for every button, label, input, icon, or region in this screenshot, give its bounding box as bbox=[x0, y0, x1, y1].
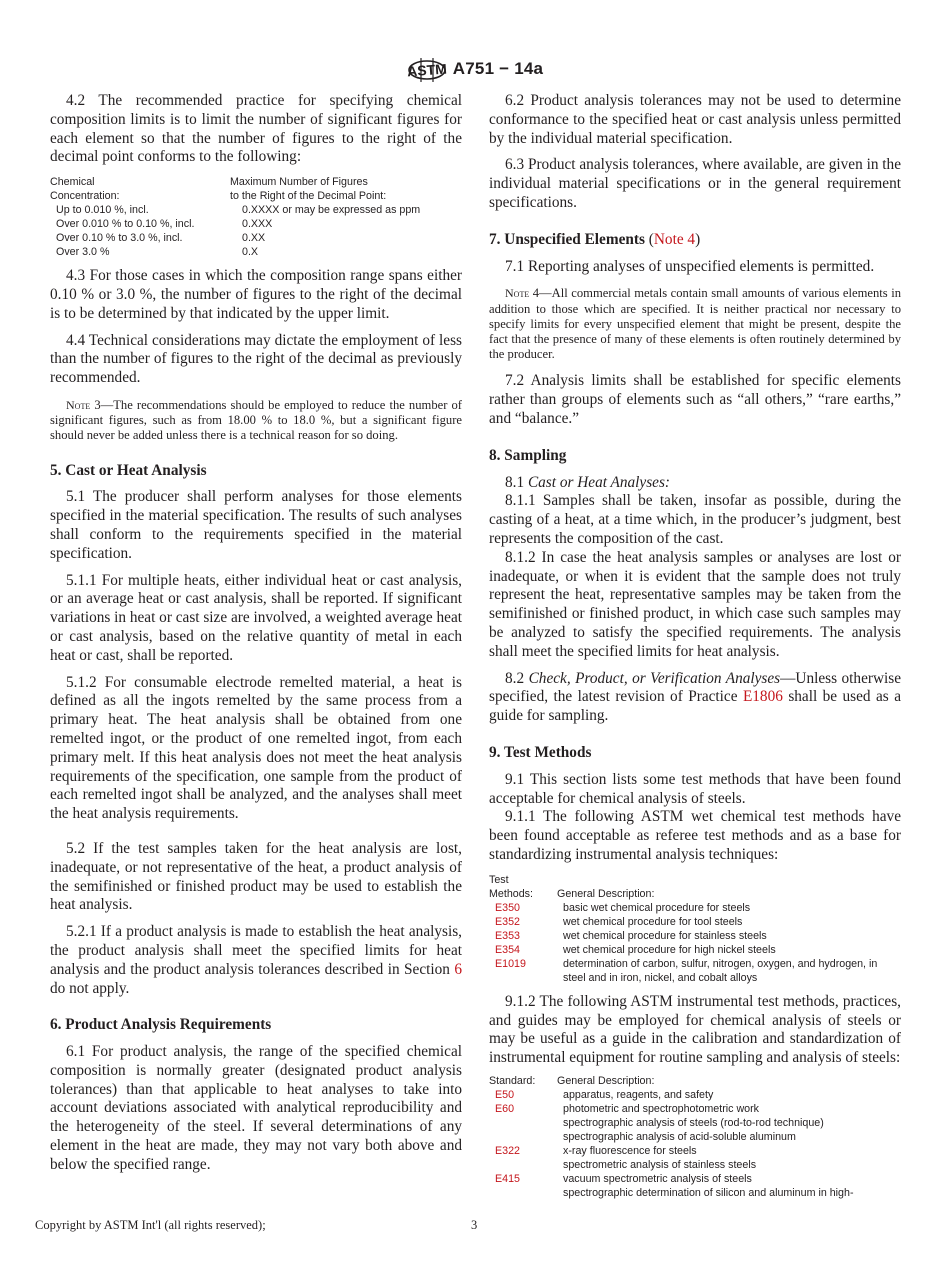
method-description: wet chemical procedure for tool steels bbox=[563, 915, 743, 928]
left-column bbox=[50, 92, 462, 1183]
standard-code bbox=[489, 1186, 557, 1200]
section-7-heading: 7. Unspecified Elements (Note 4) bbox=[489, 230, 701, 248]
header-methods: Methods: bbox=[489, 887, 533, 900]
method-link-e350[interactable]: E350 bbox=[495, 901, 520, 914]
concentration-cell: Over 3.0 % bbox=[56, 246, 110, 259]
section-6-heading: 6. Product Analysis Requirements bbox=[50, 1016, 272, 1034]
table-row bbox=[489, 971, 901, 985]
table-row bbox=[50, 231, 462, 245]
right-column bbox=[489, 92, 901, 1208]
note-text: 3—The recommendations should be employed to reduce the number of significant figures, such as from 18.00 % to 18.0 %, but a significant figure should never be added unless there is a technical reason for so doing. bbox=[50, 397, 462, 443]
table-row bbox=[489, 1186, 901, 1200]
standard-code bbox=[489, 1130, 557, 1144]
page-header bbox=[0, 52, 950, 86]
table-row bbox=[489, 943, 901, 957]
method-description: wet chemical procedure for high nickel steels bbox=[563, 943, 776, 956]
table-header bbox=[50, 189, 462, 203]
table-row bbox=[489, 1172, 901, 1186]
standard-description: vacuum spectrometric analysis of steels bbox=[563, 1172, 752, 1185]
paragraph-6-1: 6.1 For product analysis, the range of the specified chemical composition is normally greater (designated product analysis tolerances) than that applicable to heat analyses to take into account deviations associated with analytical reproducibility and the heterogeneity of the steel. If several determinations of any element in the heat are made, they may not vary both above and below the specified range. bbox=[50, 1043, 462, 1173]
table-row bbox=[489, 929, 901, 943]
text: —Unless otherwise specified, the latest revision of Practice bbox=[489, 669, 901, 706]
note-label: Note bbox=[505, 286, 530, 301]
paragraph-6-3: 6.3 Product analysis tolerances, where available, are given in the individual material specifications or in the general requirement specifications. bbox=[489, 156, 901, 211]
paragraph-9-1: 9.1 This section lists some test methods that have been found acceptable for chemical analysis of steels. bbox=[489, 770, 901, 807]
method-link-e354[interactable]: E354 bbox=[495, 943, 520, 956]
paragraph-5-1-2: 5.1.2 For consumable electrode remelted material, a heat is defined as all the ingots remelted by the same process from a primary heat. The heat analysis shall be obtained from one remelted ingot, or the product of one remelted ingot, from each primary melt. If this heat analysis does not meet the heat analysis requirements of the specification, one sample from the product of each remelted ingot shall be analyzed, and the analyses shall meet the heat analysis requirements. bbox=[50, 673, 462, 823]
standard-code bbox=[489, 1158, 557, 1172]
method-description: steel and in iron, nickel, and cobalt alloys bbox=[563, 971, 758, 984]
section-8-heading: 8. Sampling bbox=[489, 446, 567, 464]
text: shall be used as a guide for sampling. bbox=[489, 688, 901, 725]
figures-cell: 0.X bbox=[242, 246, 259, 259]
header-chemical: Chemical bbox=[50, 176, 95, 189]
wet-methods-table bbox=[489, 873, 901, 985]
paragraph-8-1-2: 8.1.2 In case the heat analysis samples or analyses are lost or inadequate, or when it is evident that the sample does not truly represent the heat, representative samples may be taken from the semifinished or finished product, in which case such samples may be analyzed to satisfy the specified requirements. The analysis shall meet the specified limits for heat analysis. bbox=[489, 548, 901, 660]
standard-link-e322[interactable]: E322 bbox=[495, 1144, 520, 1157]
paragraph-8-1-1: 8.1.1 Samples shall be taken, insofar as possible, during the casting of a heat, at a time which, in the producer’s judgment, best represents the composition of the cast. bbox=[489, 492, 901, 547]
method-description: determination of carbon, sulfur, nitrogen, oxygen, and hydrogen, in bbox=[563, 957, 878, 970]
astm-logo-icon bbox=[407, 54, 447, 84]
spacer bbox=[489, 971, 557, 985]
paragraph-5-2-1 bbox=[50, 923, 462, 998]
section-9-heading: 9. Test Methods bbox=[489, 743, 592, 761]
standard-description: spectrographic determination of silicon and aluminum in high- bbox=[563, 1186, 854, 1199]
italic-title: Cast or Heat Analyses: bbox=[527, 473, 671, 491]
header-right-of-decimal: to the Right of the Decimal Point: bbox=[230, 190, 387, 203]
standard-description: x-ray fluorescence for steels bbox=[563, 1144, 697, 1157]
instrumental-methods-table bbox=[489, 1074, 901, 1200]
header-test: Test bbox=[489, 873, 509, 886]
method-description: basic wet chemical procedure for steels bbox=[563, 901, 751, 914]
table-row bbox=[489, 1130, 901, 1144]
paragraph-7-2: 7.2 Analysis limits shall be established for specific elements rather than groups of elements such as “all others,” “rare earths,” and “balance.” bbox=[489, 372, 901, 427]
table-row bbox=[489, 1158, 901, 1172]
method-link-e353[interactable]: E353 bbox=[495, 929, 520, 942]
standard-link-e415[interactable]: E415 bbox=[495, 1172, 520, 1185]
paragraph-5-1-1: 5.1.1 For multiple heats, either individual heat or cast analysis, or an average heat or cast analysis, shall be reported. If significant variations in heat or cast size are involved, a weighted average heat or cast analysis, based on the relative quantity of metal in each heat or cast, shall be reported. bbox=[50, 571, 462, 664]
table-header bbox=[489, 1074, 901, 1088]
standard-description: spectrometric analysis of stainless steels bbox=[563, 1158, 757, 1171]
paragraph-4-3: 4.3 For those cases in which the composition range spans either 0.10 % or 3.0 %, the number of figures to the right of the decimal is to be determined by that indicated by the upper limit. bbox=[50, 267, 462, 322]
paragraph-8-1 bbox=[489, 474, 901, 493]
svg-text:ASTM: ASTM bbox=[406, 60, 447, 80]
standard-description: spectrographic analysis of steels (rod-to-rod technique) bbox=[563, 1116, 824, 1129]
paragraph-9-1-1: 9.1.1 The following ASTM wet chemical test methods have been found acceptable as referee test methods and as a base for standardizing instrumental analysis techniques: bbox=[489, 808, 901, 863]
standard-description: apparatus, reagents, and safety bbox=[563, 1088, 714, 1101]
table-header bbox=[489, 873, 901, 887]
note-3 bbox=[50, 398, 462, 444]
paragraph-8-2 bbox=[489, 670, 901, 726]
figures-table bbox=[50, 175, 462, 259]
figures-cell: 0.XXX bbox=[242, 218, 273, 231]
header-description: General Description: bbox=[557, 887, 655, 900]
concentration-cell: Over 0.10 % to 3.0 %, incl. bbox=[56, 232, 183, 245]
spacer bbox=[557, 873, 901, 887]
paragraph-6-2: 6.2 Product analysis tolerances may not be used to determine conformance to the specified heat or cast analysis unless permitted by the individual material specification. bbox=[489, 92, 901, 147]
table-header bbox=[50, 175, 462, 189]
table-row bbox=[489, 1088, 901, 1102]
paragraph-5-1: 5.1 The producer shall perform analyses for those elements specified in the material specification. The results of such analyses shall conform to the requirements specified in the material specification. bbox=[50, 488, 462, 562]
table-row bbox=[489, 1116, 901, 1130]
figures-cell: 0.XXXX or may be expressed as ppm bbox=[242, 204, 421, 217]
table-row bbox=[50, 245, 462, 259]
table-row bbox=[489, 957, 901, 971]
method-link-e352[interactable]: E352 bbox=[495, 915, 520, 928]
table-row bbox=[50, 217, 462, 231]
method-link-e1019[interactable]: E1019 bbox=[495, 957, 526, 970]
paragraph-7-1: 7.1 Reporting analyses of unspecified elements is permitted. bbox=[505, 257, 875, 275]
note-label: Note bbox=[66, 397, 91, 412]
text: 5.2.1 If a product analysis is made to establish the heat analysis, the product analysis shall meet the specified limits for heat analysis and the product analysis tolerances described in Section bbox=[50, 923, 462, 978]
table-row bbox=[50, 203, 462, 217]
text: 8.2 bbox=[505, 669, 529, 687]
header-max-figures: Maximum Number of Figures bbox=[230, 176, 368, 189]
standard-description: spectrographic analysis of acid-soluble aluminum bbox=[563, 1130, 796, 1143]
standard-link-e50[interactable]: E50 bbox=[495, 1088, 515, 1101]
paragraph-5-2: 5.2 If the test samples taken for the heat analysis are lost, inadequate, or not representative of the heat, a product analysis of the semifinished or finished product may be used to establish the heat analysis. bbox=[50, 839, 462, 914]
section-6-link[interactable]: 6 bbox=[454, 960, 462, 978]
paragraph-4-2: 4.2 The recommended practice for specifying chemical composition limits is to limit the number of significant figures for each element so that the number of figures to the right of the decimal point conforms to the following: bbox=[50, 92, 462, 166]
table-row bbox=[489, 915, 901, 929]
paragraph-4-4: 4.4 Technical considerations may dictate the employment of less than the number of figures to the right of the decimal as previously recommended. bbox=[50, 331, 462, 387]
table-header bbox=[489, 887, 901, 901]
table-row bbox=[489, 1102, 901, 1116]
table-row bbox=[489, 901, 901, 915]
italic-title: Check, Product, or Verification Analyses bbox=[528, 669, 781, 687]
paragraph-9-1-2: 9.1.2 The following ASTM instrumental test methods, practices, and guides may be employed for chemical analysis of steels or may be useful as a guide in the calibration and standardization of instrumental equipment for routine sampling and analysis of steels: bbox=[489, 992, 901, 1067]
copyright-footer: Copyright by ASTM Int'l (all rights reserved); bbox=[35, 1218, 266, 1232]
note-4 bbox=[489, 286, 901, 362]
text: 8.1 bbox=[505, 473, 528, 491]
header-standard: Standard: bbox=[489, 1074, 536, 1087]
note-text: 4—All commercial metals contain small amounts of various elements in addition to those which are specified. It is neither practical nor necessary to specify limits for every unspecified element that might be present, despite the fact that the presence of many of these elements is often routinely determined by the producer. bbox=[489, 286, 901, 362]
header-description: General Description: bbox=[557, 1074, 655, 1087]
page-number: 3 bbox=[471, 1218, 478, 1232]
standard-link-e60[interactable]: E60 bbox=[495, 1102, 515, 1115]
standard-description: photometric and spectrophotometric work bbox=[563, 1102, 760, 1115]
e1806-link[interactable]: E1806 bbox=[742, 688, 783, 706]
method-description: wet chemical procedure for stainless steels bbox=[563, 929, 767, 942]
note-4-link[interactable]: Note 4 bbox=[653, 230, 696, 248]
figures-cell: 0.XX bbox=[242, 232, 266, 245]
text: do not apply. bbox=[50, 979, 130, 997]
header-concentration: Concentration: bbox=[50, 190, 120, 203]
heading-text: 7. Unspecified Elements bbox=[489, 230, 649, 248]
table-row bbox=[489, 1144, 901, 1158]
concentration-cell: Up to 0.010 %, incl. bbox=[56, 204, 149, 217]
concentration-cell: Over 0.010 % to 0.10 %, incl. bbox=[56, 218, 195, 231]
document-id: A751 − 14a bbox=[452, 59, 544, 78]
standard-code bbox=[489, 1116, 557, 1130]
section-5-heading: 5. Cast or Heat Analysis bbox=[50, 461, 207, 479]
